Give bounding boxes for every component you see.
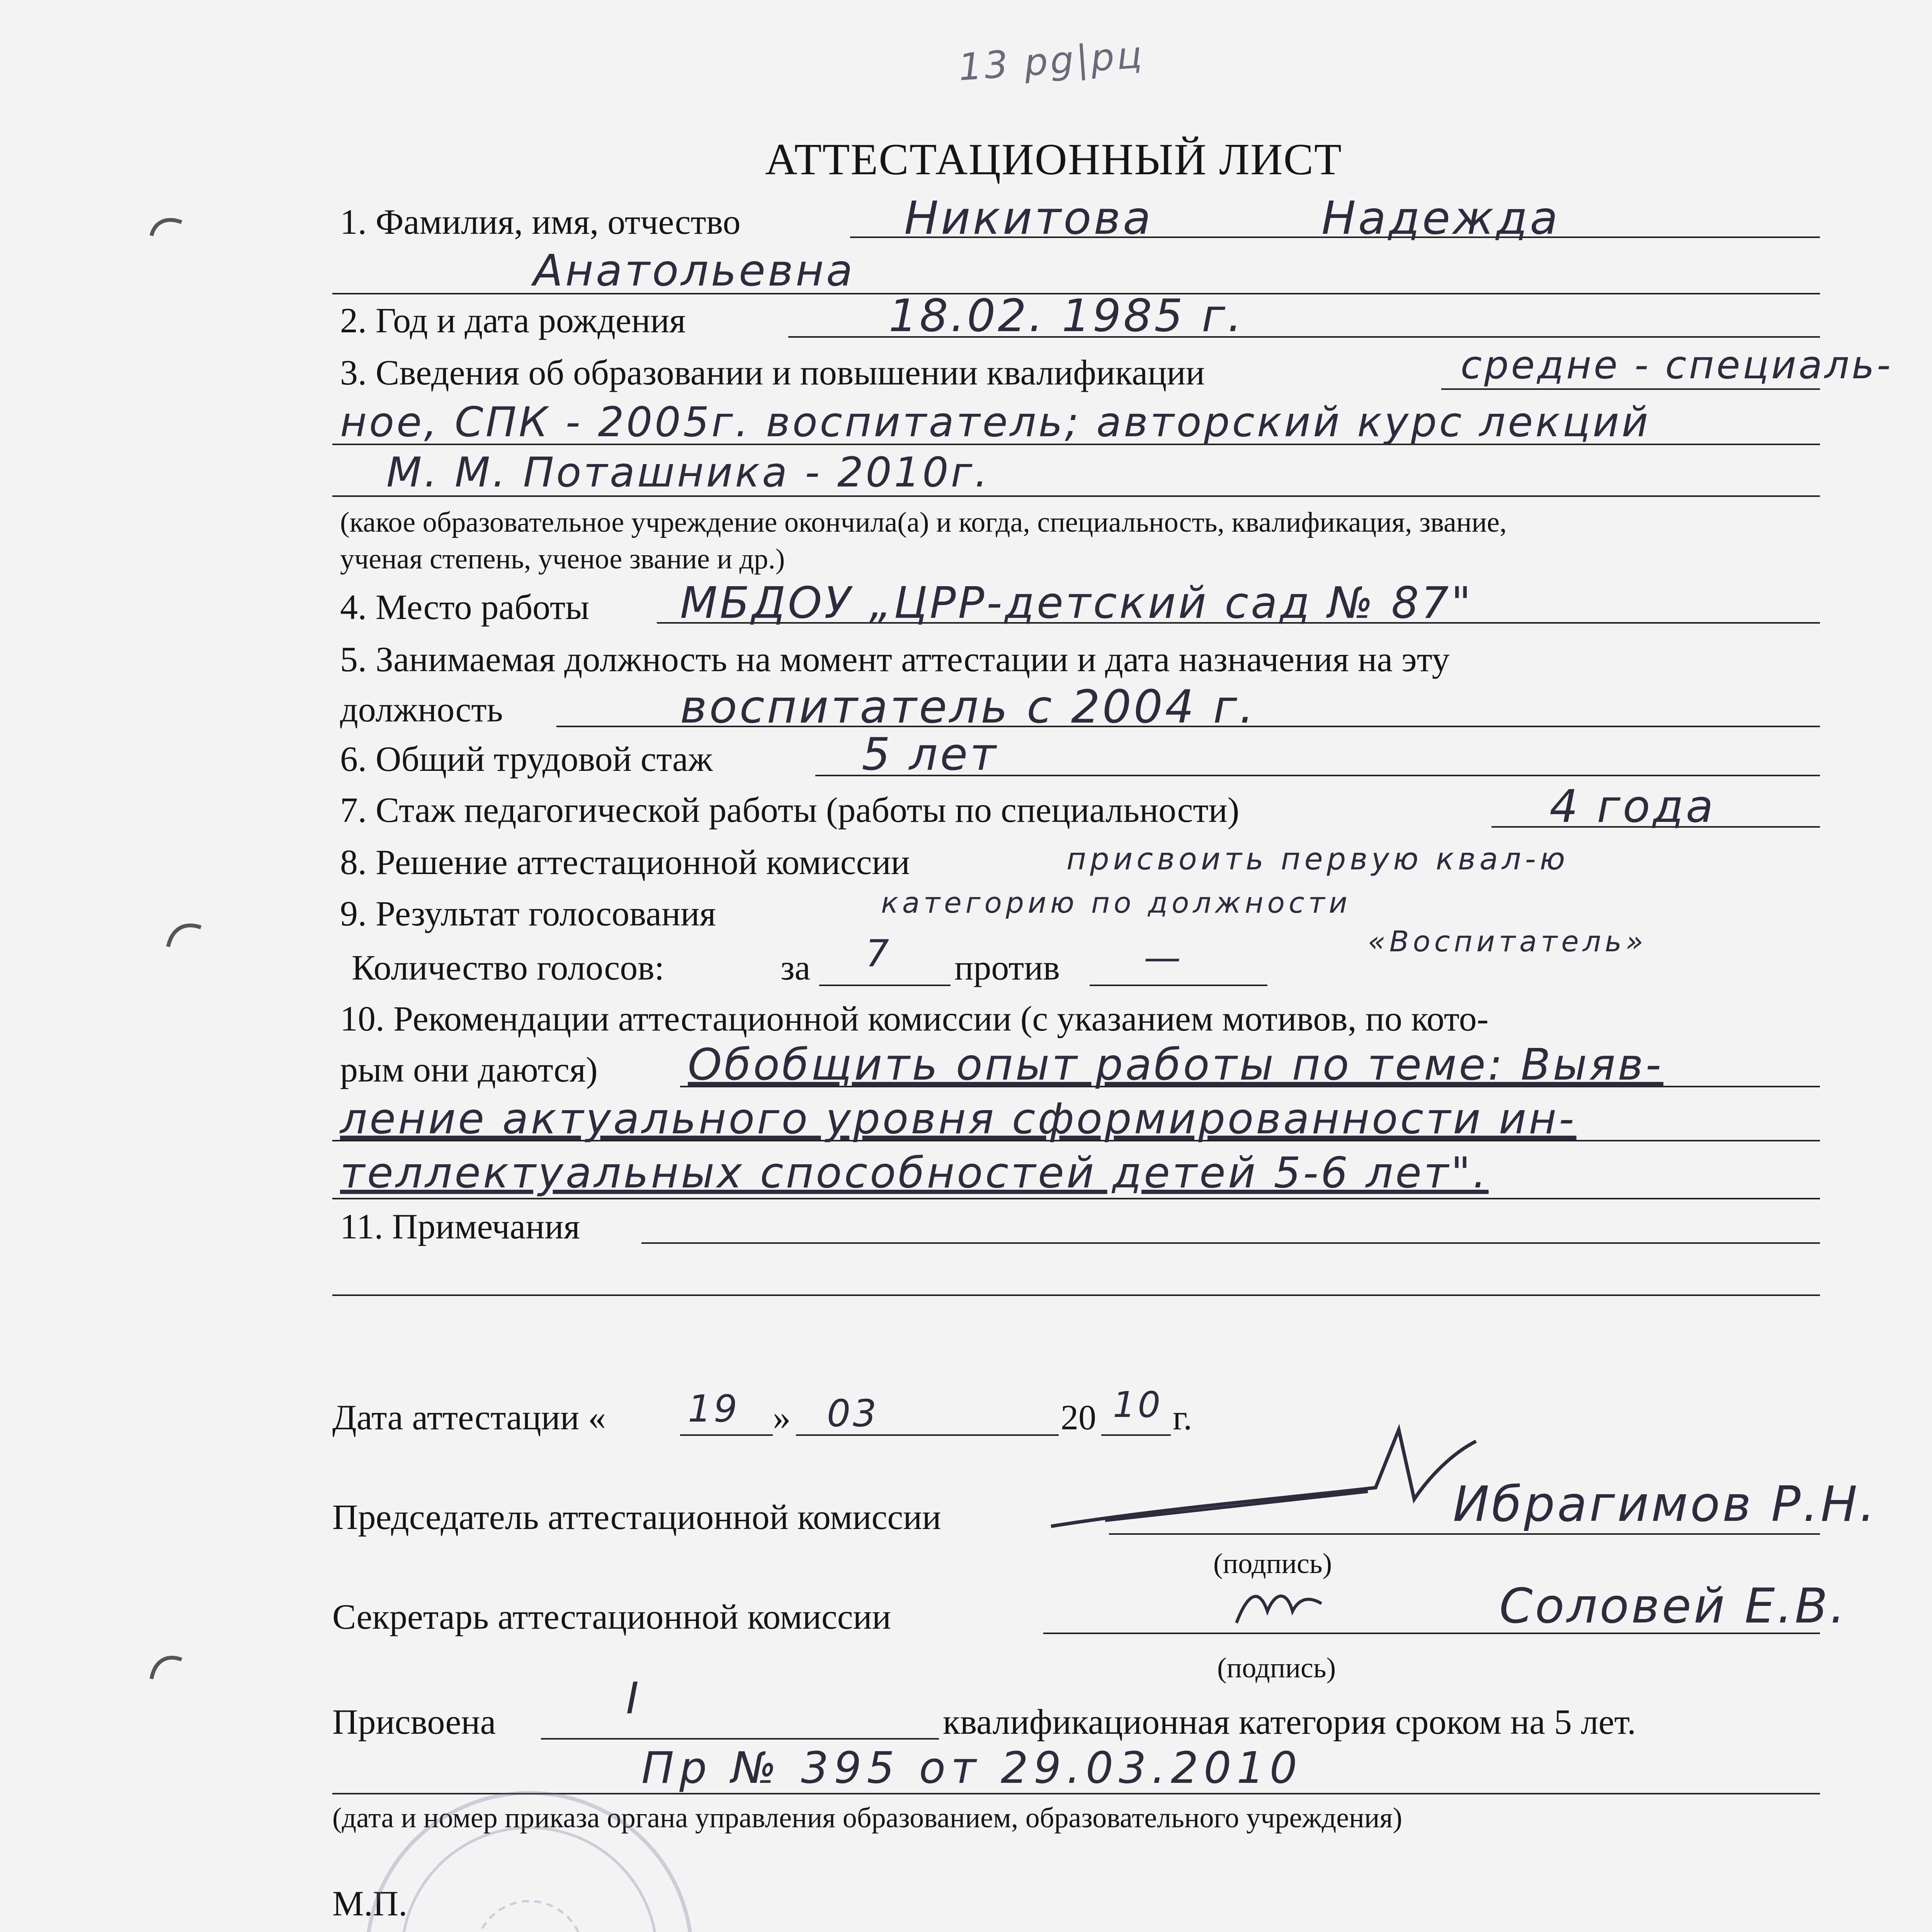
page-title: АТТЕСТАЦИОННЫЙ ЛИСТ <box>765 135 1342 184</box>
date-day: 19 <box>688 1387 740 1430</box>
chair-name: Ибрагимов Р.Н. <box>1453 1476 1878 1532</box>
votes-against-line <box>1090 985 1267 986</box>
field-11-label: 11. Примечания <box>340 1207 580 1246</box>
field-6-value: 5 лет <box>862 728 998 781</box>
votes-for-label: за <box>781 948 811 987</box>
field-9-value-2: «Воспитатель» <box>1368 925 1647 958</box>
field-1-label: 1. Фамилия, имя, отчество <box>340 202 741 242</box>
field-10-value-2: ление актуального уровня сформированности ин- <box>340 1094 1577 1143</box>
hole-mark-3 <box>151 1658 182 1679</box>
field-3-label: 3. Сведения об образовании и повышении квалификации <box>340 353 1205 392</box>
date-label-a: Дата аттестации « <box>332 1398 606 1437</box>
field-3-note-2: ученая степень, ученое звание и др.) <box>340 543 785 575</box>
votes-for-line <box>819 985 951 986</box>
chair-line <box>1109 1533 1820 1535</box>
hole-mark-2 <box>168 925 201 947</box>
date-month: 03 <box>827 1392 879 1435</box>
votes-label: Количество голосов: <box>352 948 665 987</box>
field-3-value-3: М. М. Поташника - 2010г. <box>386 449 990 496</box>
votes-against-label: против <box>954 948 1060 987</box>
field-11-line-1 <box>641 1242 1820 1244</box>
assigned-label: Присвоена <box>332 1702 496 1742</box>
field-10-line-3 <box>332 1198 1820 1199</box>
field-7-label: 7. Стаж педагогической работы (работы по специальности) <box>340 790 1240 830</box>
field-3-value-1: средне - специаль- <box>1461 342 1893 388</box>
field-1-value-patronymic: Анатольевна <box>533 246 855 296</box>
chair-label: Председатель аттестационной комиссии <box>332 1497 941 1537</box>
field-10-label-2: рым они даются) <box>340 1050 598 1089</box>
field-2-label: 2. Год и дата рождения <box>340 301 686 340</box>
votes-against-value: — <box>1144 936 1183 979</box>
top-note: 13 рg|рц <box>957 33 1146 89</box>
field-3-line-1 <box>1441 388 1820 390</box>
field-1-value-name: Надежда <box>1321 191 1560 245</box>
assigned-line <box>541 1738 939 1740</box>
assigned-tail: квалификационная категория сроком на 5 лет. <box>943 1702 1636 1742</box>
field-5-value: воспитатель с 2004 г. <box>680 680 1257 733</box>
date-label-c: 20 <box>1061 1398 1096 1437</box>
secretary-sign-note: (подпись) <box>1217 1652 1336 1684</box>
chair-signature <box>1051 1430 1476 1526</box>
field-10-value-3: теллектуальных способностей детей 5-6 лет". <box>340 1148 1489 1197</box>
field-4-value: МБДОУ „ЦРР-детский сад № 87" <box>680 578 1473 628</box>
votes-for-value: 7 <box>866 932 892 975</box>
field-10-label-1: 10. Рекомендации аттестационной комиссии (с указанием мотивов, по кото- <box>340 999 1489 1038</box>
field-5-label-1: 5. Занимаемая должность на момент аттестации и дата назначения на эту <box>340 639 1450 679</box>
secretary-signature <box>1236 1596 1321 1623</box>
hole-mark-1 <box>151 220 182 236</box>
field-9-label: 9. Результат голосования <box>340 894 716 933</box>
field-8-value: присвоить первую квал-ю <box>1066 842 1569 877</box>
secretary-name: Соловей Е.В. <box>1499 1578 1848 1634</box>
field-11-line-2 <box>332 1294 1820 1296</box>
field-10-value-1: Обобщить опыт работы по теме: Выяв- <box>688 1040 1663 1090</box>
field-6-label: 6. Общий трудовой стаж <box>340 739 713 779</box>
chair-sign-note: (подпись) <box>1213 1548 1332 1580</box>
order-note: (дата и номер приказа органа управления образованием, образовательного учреждения) <box>332 1802 1403 1834</box>
field-3-value-2: ное, СПК - 2005г. воспитатель; авторский курс лекций <box>340 398 1651 446</box>
field-1-value-surname: Никитова <box>904 191 1153 245</box>
date-label-b: » <box>773 1398 791 1437</box>
date-day-line <box>680 1434 773 1436</box>
field-7-value: 4 года <box>1549 781 1716 833</box>
secretary-label: Секретарь аттестационной комиссии <box>332 1597 891 1636</box>
order-value: Пр № 395 от 29.03.2010 <box>641 1743 1303 1793</box>
field-2-value: 18.02. 1985 г. <box>889 290 1244 342</box>
date-year-line <box>1101 1434 1171 1436</box>
assigned-value: I <box>626 1673 641 1724</box>
field-9-value-1: категорию по должности <box>881 886 1351 920</box>
field-8-label: 8. Решение аттестационной комиссии <box>340 842 910 882</box>
date-label-d: г. <box>1173 1398 1192 1437</box>
field-3-note-1: (какое образовательное учреждение окончила(а) и когда, специальность, квалификация, звание, <box>340 507 1507 538</box>
mp-label: М.П. <box>332 1884 408 1923</box>
field-5-label-2: должность <box>340 690 503 729</box>
field-4-label: 4. Место работы <box>340 587 589 627</box>
date-year: 10 <box>1113 1384 1163 1425</box>
